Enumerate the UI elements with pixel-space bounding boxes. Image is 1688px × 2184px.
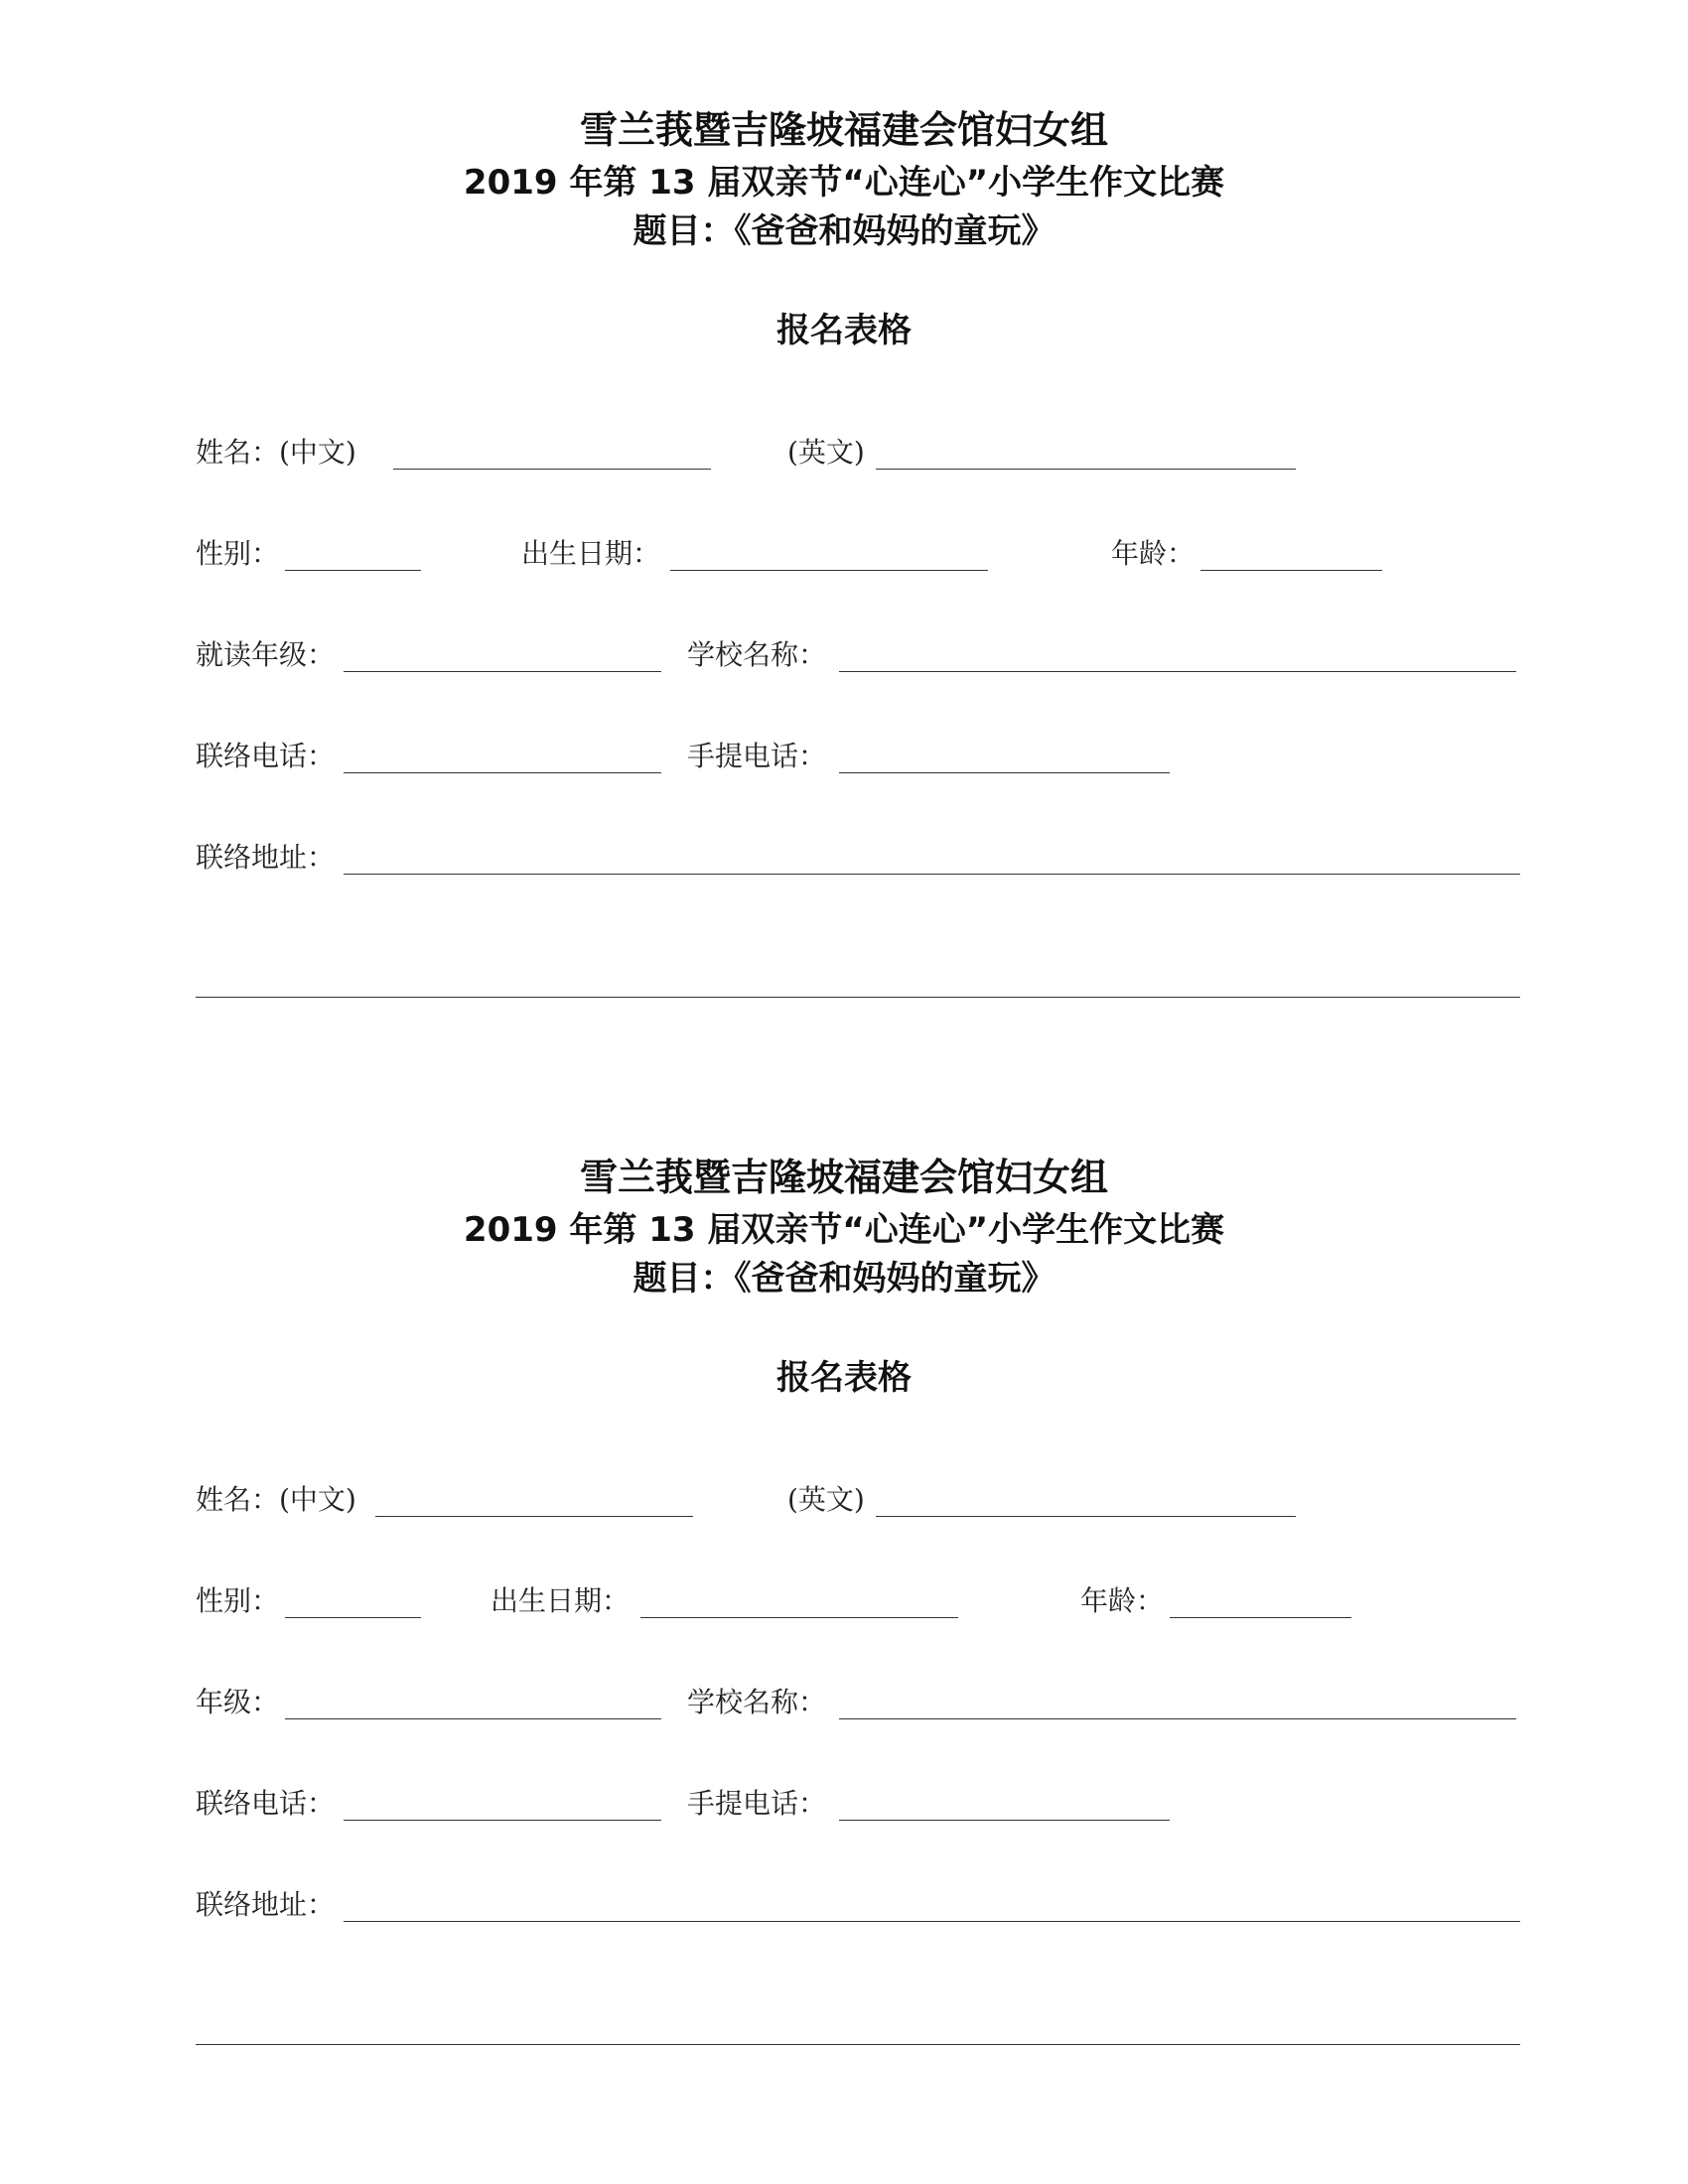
school-name-label: 学校名称： <box>687 1686 827 1718</box>
gender-label: 性别： <box>196 537 280 570</box>
phone-input[interactable] <box>344 1820 661 1821</box>
address-label: 联络地址： <box>196 1888 336 1921</box>
name-english-input[interactable] <box>876 1516 1296 1517</box>
school-name-label: 学校名称： <box>687 638 827 671</box>
gender-input[interactable] <box>285 570 421 571</box>
birth-date-label: 出生日期： <box>521 537 661 570</box>
age-input[interactable] <box>1170 1617 1351 1618</box>
essay-topic: 题目：《爸爸和妈妈的童玩》 <box>633 1259 1055 1298</box>
name-chinese-input[interactable] <box>375 1516 693 1517</box>
mobile-input[interactable] <box>839 772 1170 773</box>
grade-label: 年级： <box>196 1686 280 1718</box>
mobile-label: 手提电话： <box>687 1787 827 1820</box>
address-label: 联络地址： <box>196 841 336 874</box>
mobile-label: 手提电话： <box>687 740 827 772</box>
grade-label: 就读年级： <box>196 638 336 671</box>
address-input[interactable] <box>344 874 1520 875</box>
organization-title: 雪兰莪暨吉隆坡福建会馆妇女组 <box>579 1156 1108 1199</box>
grade-input[interactable] <box>285 1718 661 1719</box>
birth-date-input[interactable] <box>640 1617 958 1618</box>
name-english-input[interactable] <box>876 469 1296 470</box>
birth-date-label: 出生日期： <box>491 1584 631 1617</box>
name-chinese-label: 姓名：(中文) <box>196 436 356 469</box>
organization-title: 雪兰莪暨吉隆坡福建会馆妇女组 <box>579 108 1108 152</box>
birth-date-input[interactable] <box>670 570 988 571</box>
name-english-label: (英文) <box>787 1483 865 1516</box>
gender-input[interactable] <box>285 1617 421 1618</box>
competition-title: 2019 年第 13 届双亲节“心连心”小学生作文比赛 <box>463 163 1225 203</box>
phone-label: 联络电话： <box>196 740 336 772</box>
age-label: 年龄： <box>1080 1584 1165 1617</box>
name-chinese-input[interactable] <box>393 469 711 470</box>
grade-input[interactable] <box>344 671 661 672</box>
form-title: 报名表格 <box>776 1358 912 1398</box>
registration-form-1 <box>0 0 1688 993</box>
gender-label: 性别： <box>196 1584 280 1617</box>
phone-label: 联络电话： <box>196 1787 336 1820</box>
age-label: 年龄： <box>1111 537 1196 570</box>
registration-form-2 <box>0 1047 1688 2040</box>
phone-input[interactable] <box>344 772 661 773</box>
address-input[interactable] <box>344 1921 1520 1922</box>
form-title: 报名表格 <box>776 311 912 350</box>
school-name-input[interactable] <box>839 1718 1516 1719</box>
essay-topic: 题目：《爸爸和妈妈的童玩》 <box>633 211 1055 251</box>
age-input[interactable] <box>1200 570 1382 571</box>
name-chinese-label: 姓名：(中文) <box>196 1483 356 1516</box>
address-continuation-input[interactable] <box>196 997 1520 998</box>
mobile-input[interactable] <box>839 1820 1170 1821</box>
name-english-label: (英文) <box>787 436 865 469</box>
school-name-input[interactable] <box>839 671 1516 672</box>
competition-title: 2019 年第 13 届双亲节“心连心”小学生作文比赛 <box>463 1210 1225 1250</box>
address-continuation-input[interactable] <box>196 2044 1520 2045</box>
